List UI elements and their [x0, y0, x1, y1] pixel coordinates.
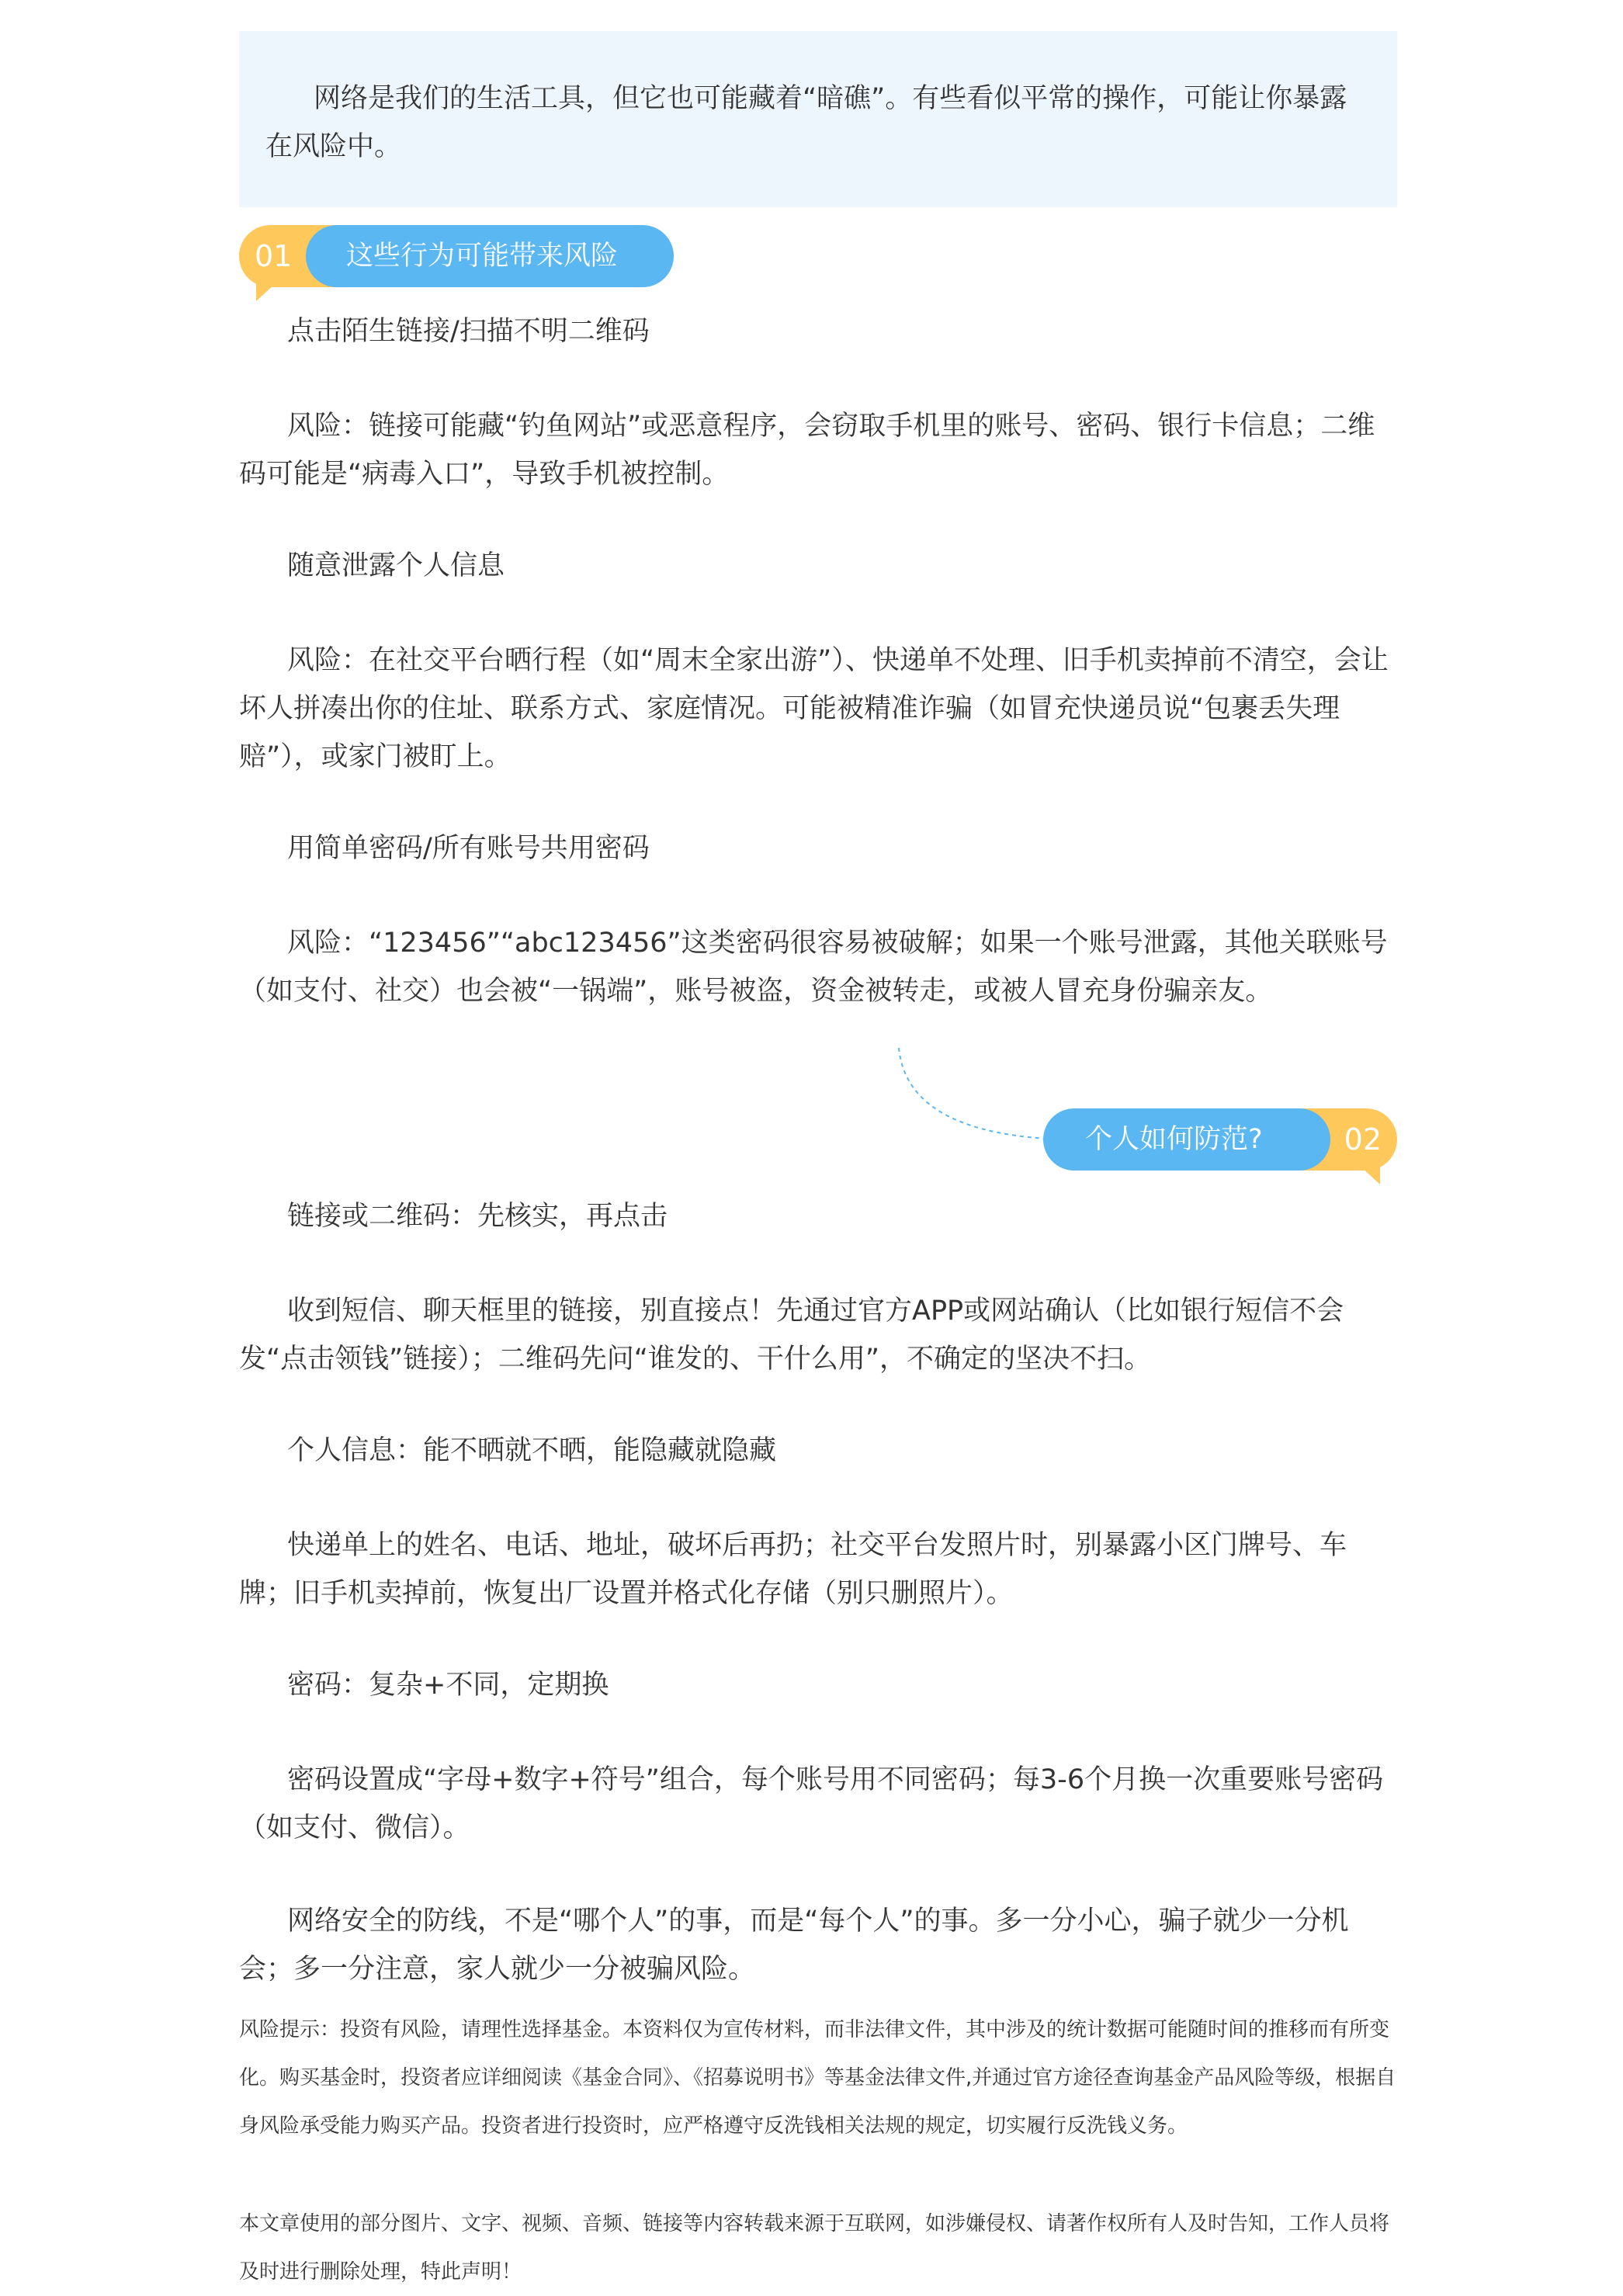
copyright-notice: 本文章使用的部分图片、文字、视频、音频、链接等内容转载来源于互联网，如涉嫌侵权、请著作权所有人及时告知，工作人员将及时进行删除处理，特此声明！ [239, 2212, 1390, 2284]
section-1-item-3-body: 风险：“123456”“abc123456”这类密码很容易被破解；如果一个账号泄露，其他关联账号（如支付、社交）也会被“一锅端”，账号被盗，资金被转走，或被人冒充身份骗亲友。 [239, 928, 1388, 1007]
section-2-number: 02 [1344, 1122, 1382, 1157]
dashed-connector-curve [891, 1044, 1054, 1145]
section-2-item-3-body: 密码设置成“字母+数字+符号”组合，每个账号用不同密码；每3-6个月换一次重要账号密码（如支付、微信）。 [239, 1764, 1384, 1843]
intro-text: 网络是我们的生活工具，但它也可能藏着“暗礁”。有些看似平常的操作，可能让你暴露在风险中。 [265, 83, 1347, 162]
section-1-badge [239, 225, 674, 303]
conclusion-text: 网络安全的防线，不是“哪个人”的事，而是“每个人”的事。多一分小心，骗子就少一分机会；多一分注意，家人就少一分被骗风险。 [239, 1906, 1349, 1985]
section-2-item-1-body: 收到短信、聊天框里的链接，别直接点！先通过官方APP或网站确认（比如银行短信不会发“点击领钱”链接）；二维码先问“谁发的、干什么用”，不确定的坚决不扫。 [239, 1295, 1344, 1375]
section-2-item-2-heading: 个人信息：能不晒就不晒，能隐藏就隐藏 [287, 1435, 777, 1466]
section-2-item-3-heading: 密码：复杂+不同，定期换 [287, 1670, 609, 1701]
section-2-title: 个人如何防范? [1085, 1124, 1263, 1155]
section-1-number: 01 [255, 239, 293, 273]
section-2-item-2-body: 快递单上的姓名、电话、地址，破坏后再扔；社交平台发照片时，别暴露小区门牌号、车牌；旧手机卖掉前，恢复出厂设置并格式化存储（别只删照片）。 [239, 1530, 1347, 1609]
intro-box [239, 31, 1397, 207]
section-1-item-1-body: 风险：链接可能藏“钓鱼网站”或恶意程序，会窃取手机里的账号、密码、银行卡信息；二维码可能是“病毒入口”，导致手机被控制。 [239, 411, 1375, 490]
section-2-pill [1043, 1108, 1330, 1171]
section-1-item-2-body: 风险：在社交平台晒行程（如“周末全家出游”）、快递单不处理、旧手机卖掉前不清空，会让坏人拼凑出你的住址、联系方式、家庭情况。可能被精准诈骗（如冒充快递员说“包裹丢失理赔”），或家门被盯上。 [239, 645, 1389, 772]
section-1-item-3-heading: 用简单密码/所有账号共用密码 [287, 833, 650, 864]
section-1-item-2-heading: 随意泄露个人信息 [287, 550, 505, 581]
section-1-item-1-heading: 点击陌生链接/扫描不明二维码 [287, 316, 650, 347]
section-2-item-1-heading: 链接或二维码：先核实，再点击 [287, 1201, 668, 1232]
section-1-pill [306, 225, 674, 287]
section-2-badge [1043, 1108, 1397, 1194]
risk-notice: 风险提示：投资有风险，请理性选择基金。本资料仅为宣传材料，而非法律文件，其中涉及的统计数据可能随时间的推移而有所变化。购买基金时，投资者应详细阅读《基金合同》、《招募说明书》等基金法律文件,并通过官方途径查询基金产品风险等级，根据自身风险承受能力购买产品。投资者进行投资时，应严格遵守反洗钱相关法规的规定，切实履行反洗钱义务。 [239, 2018, 1396, 2138]
section-1-title: 这些行为可能带来风险 [346, 241, 619, 272]
